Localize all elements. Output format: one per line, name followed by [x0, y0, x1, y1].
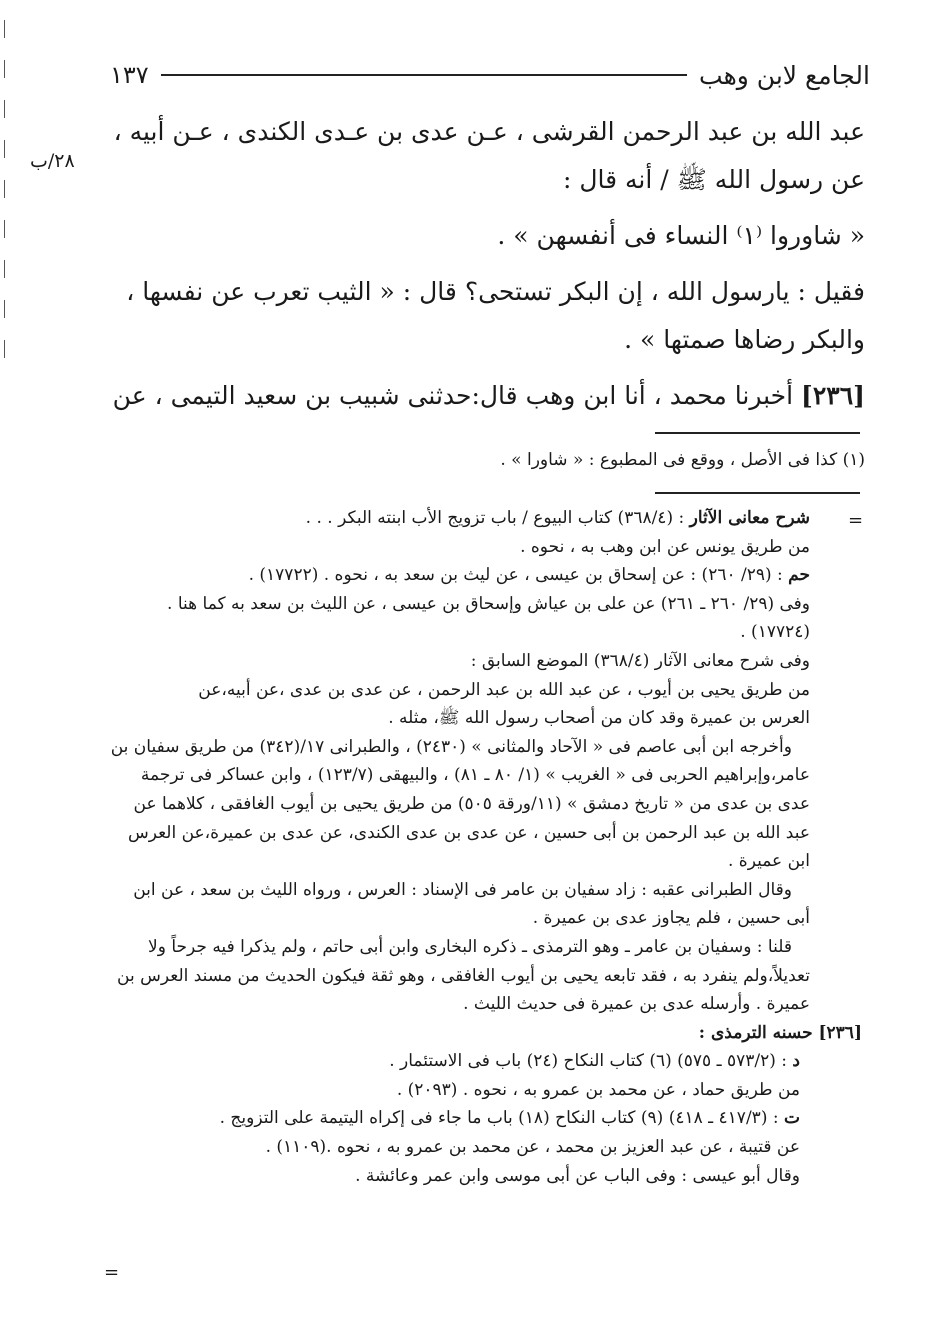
takhrij-notes — [110, 504, 862, 1190]
note-line: عبد الله بن عبد الرحمن بن أبى حسين ، عن عدى بن عدى الكندى، عن عدى بن عميرة،عن العرس — [127, 822, 810, 843]
continuation-mark: = — [104, 1262, 120, 1283]
note-line: من طريق حماد ، عن محمد بن عمرو به ، نحوه . (٢٠٩٣) . — [396, 1079, 800, 1100]
source-name: د — [792, 1051, 800, 1072]
note-line: وأخرجه ابن أبى عاصم فى « الآحاد والمثانى » (٢٤٣٠) ، والطبرانى ١٧/(٣٤٢) من طريق سفيان بن — [110, 736, 792, 757]
book-title: الجامع لابن وهب — [699, 60, 870, 90]
running-header — [110, 58, 870, 92]
note-line: ت : (٤١٧/٣ ـ ٤١٨) (٩) كتاب النكاح (١٨) باب ما جاء فى إكراه اليتيمة على التزويج . — [219, 1108, 800, 1129]
note-line: أبى حسين ، فلم يجاوز عدى بن عميرة . — [532, 908, 810, 929]
main-line: عبد الله بن عبد الرحمن القرشى ، عـن عدى بن عـدى الكندى ، عـن أبيه ، — [113, 117, 865, 146]
hadith-grade: [٢٣٦] حسنه الترمذى : — [698, 1022, 862, 1043]
note-line: وفى (٢٩/ ٢٦٠ ـ ٢٦١) عن على بن عياش وإسحاق بن عيسى ، عن الليث بن سعد به كما هنا . — [167, 593, 810, 614]
binding-marks — [4, 20, 6, 540]
note-line: د : (٥٧٣/٢ ـ ٥٧٥) (٦) كتاب النكاح (٢٤) باب فى الاستئمار . — [389, 1051, 800, 1072]
note-line: عدى بن عدى من « تاريخ دمشق » (١١/ورقة ٥٠٥) من طريق يحيى بن أيوب الغافقى ، كلاهما عن — [133, 793, 810, 814]
note-line: عن قتيبة ، عن عبد العزيز بن محمد ، عن محمد بن عمرو به ، نحوه .(١١٠٩) . — [265, 1137, 800, 1158]
hadith-quote: « شاوروا ⁽١⁾ النساء فى أنفسهن » . — [497, 221, 865, 250]
footnote-rule — [655, 432, 860, 434]
note-line: قلنا : وسفيان بن عامر ـ وهو الترمذى ـ ذكره البخارى وابن أبى حاتم ، ولم يذكرا فيه جرحاً ولا — [148, 936, 792, 957]
note-line: من طريق يحيى بن أيوب ، عن عبد الله بن عبد الرحمن ، عن عدى بن عدى ،عن أبيه،عن — [198, 679, 810, 700]
source-name: شرح معانى الآثار — [689, 508, 810, 528]
header-rule — [161, 74, 687, 76]
note-line: شرح معانى الآثار : (٣٦٨/٤) كتاب البيوع / باب تزويج الأب ابنته البكر . . . — [305, 508, 810, 528]
note-line: تعديلاً،ولم ينفرد به ، فقد تابعه يحيى بن أيوب الغافقى ، وهو ثقة فيكون الحديث من مسند العرس بن — [117, 965, 810, 986]
note-line: حم : (٢٩/ ٢٦٠) : عن إسحاق بن عيسى ، عن ليث بن سعد به ، نحوه . (١٧٧٢٢) . — [248, 565, 810, 586]
source-name: حم — [788, 565, 810, 586]
hadith-number: [٢٣٦] — [801, 381, 865, 410]
note-line: وفى شرح معانى الآثار (٣٦٨/٤) الموضع السابق : — [470, 650, 810, 671]
source-name: ت — [783, 1108, 800, 1129]
continuation-mark: = — [848, 510, 864, 531]
page-number: ١٣٧ — [110, 61, 149, 89]
note-line: (١٧٧٢٤) . — [740, 622, 810, 643]
notes-rule — [655, 492, 860, 494]
main-line: والبكر رضاها صمتها » . — [624, 325, 865, 354]
note-line: عميرة . وأرسله عدى بن عميرة فى حديث الليث . — [463, 994, 810, 1015]
main-text — [110, 108, 865, 420]
footnote: (١) كذا فى الأصل ، ووقع فى المطبوع : « شاورا » . — [500, 450, 865, 470]
note-line: العرس بن عميرة وقد كان من أصحاب رسول الله ﷺ، مثله . — [388, 708, 810, 729]
note-line: من طريق يونس عن ابن وهب به ، نحوه . — [520, 536, 810, 557]
folio-marker: ٢٨/ب — [30, 150, 75, 172]
main-line: فقيل : يارسول الله ، إن البكر تستحى؟ قال : « الثيب تعرب عن نفسها ، — [126, 277, 865, 306]
main-line-text: أخبرنا محمد ، أنا ابن وهب قال:حدثنى شبيب بن سعيد التيمى ، عن — [112, 381, 794, 410]
note-heading — [110, 1019, 862, 1048]
main-line: عن رسول الله ﷺ / أنه قال : — [562, 165, 865, 194]
note-line: عامر،وإبراهيم الحربى فى « الغريب » (١/ ٨٠ ـ ٨١) ، والبيهقى (١٢٣/٧) ، وابن عساكر فى ترجمة — [140, 765, 810, 786]
note-line: ابن عميرة . — [728, 851, 810, 872]
note-line: وقال أبو عيسى : وفى الباب عن أبى موسى وابن عمر وعائشة . — [355, 1165, 800, 1186]
main-line — [110, 372, 865, 420]
note-line: وقال الطبرانى عقبه : زاد سفيان بن عامر فى الإسناد : العرس ، ورواه الليث بن سعد ، عن ابن — [133, 879, 792, 900]
